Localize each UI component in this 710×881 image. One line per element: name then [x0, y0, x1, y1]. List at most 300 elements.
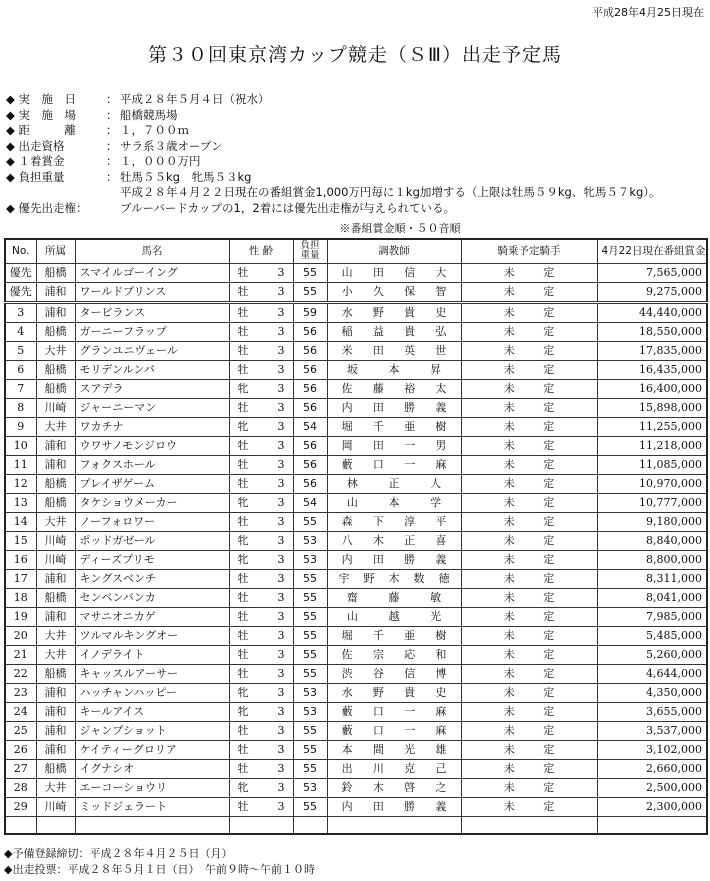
trainer-char: 藤 — [372, 381, 384, 395]
row-age: 3 — [277, 590, 285, 604]
jockey-name — [466, 551, 593, 569]
table-row — [5, 607, 707, 626]
row-horse-name: ガーニーフラップ — [75, 322, 229, 341]
row-affiliation: 船橋 — [36, 360, 75, 379]
jockey-name — [466, 475, 593, 493]
trainer-char: 野 — [363, 571, 375, 585]
row-sex: 牝 — [237, 685, 249, 699]
row-sex-age — [229, 797, 293, 816]
sex-age-pair — [234, 456, 289, 474]
row-affiliation: 川崎 — [36, 531, 75, 550]
row-age: 3 — [277, 438, 285, 452]
trainer-char: 堀 — [341, 419, 353, 433]
jockey-char: 定 — [543, 628, 555, 642]
row-weight: 56 — [293, 455, 327, 474]
jockey-char: 定 — [543, 571, 555, 585]
jockey-char: 未 — [503, 514, 515, 528]
row-age: 3 — [277, 609, 285, 623]
row-jockey — [461, 721, 597, 740]
row-no: 7 — [5, 379, 36, 398]
trainer-char: 正 — [388, 476, 400, 490]
row-no: 3 — [5, 302, 36, 322]
row-no: 優先 — [5, 263, 36, 282]
trainer-char: 木 — [372, 533, 384, 547]
jockey-char: 定 — [543, 476, 555, 490]
trainer-char: 応 — [404, 647, 416, 661]
row-affiliation: 船橋 — [36, 664, 75, 683]
row-sex: 牡 — [237, 666, 249, 680]
jockey-char: 定 — [543, 495, 555, 509]
row-prize: 9,180,000 — [597, 512, 707, 531]
sex-age-pair — [234, 532, 289, 550]
sex-age-pair — [234, 264, 289, 282]
jockey-char: 未 — [503, 780, 515, 794]
footer — [4, 846, 315, 878]
row-sex: 牡 — [237, 628, 249, 642]
row-trainer — [327, 778, 461, 797]
jockey-name — [466, 437, 593, 455]
row-sex-age — [229, 778, 293, 797]
trainer-char: 千 — [372, 419, 384, 433]
row-age: 3 — [277, 495, 285, 509]
row-no: 10 — [5, 436, 36, 455]
trainer-char: 本 — [388, 495, 400, 509]
info-value: 船橋競馬場 — [120, 107, 178, 122]
trainer-char: 正 — [404, 533, 416, 547]
row-sex: 牝 — [237, 704, 249, 718]
row-affiliation: 浦和 — [36, 302, 75, 322]
trainer-char: 義 — [435, 799, 447, 813]
row-no: 4 — [5, 322, 36, 341]
jockey-char: 定 — [543, 685, 555, 699]
trainer-char: 史 — [435, 305, 447, 319]
row-age: 3 — [277, 476, 285, 490]
row-weight: 53 — [293, 702, 327, 721]
trainer-name — [332, 304, 457, 322]
row-affiliation: 浦和 — [36, 569, 75, 588]
sex-age-pair — [234, 646, 289, 664]
table-row — [5, 683, 707, 702]
jockey-char: 定 — [543, 457, 555, 471]
row-horse-name: ワカチナ — [75, 417, 229, 436]
trainer-char: 一 — [404, 438, 416, 452]
trainer-char: 内 — [341, 799, 353, 813]
jockey-char: 未 — [503, 609, 515, 623]
row-affiliation: 浦和 — [36, 436, 75, 455]
table-row — [5, 341, 707, 360]
row-sex-age — [229, 683, 293, 702]
row-prize: 16,435,000 — [597, 360, 707, 379]
trainer-char: 義 — [435, 400, 447, 414]
row-sex: 牡 — [237, 647, 249, 661]
row-affiliation: 船橋 — [36, 588, 75, 607]
row-no: 22 — [5, 664, 36, 683]
trainer-char: 田 — [372, 552, 384, 566]
row-horse-name: イノデライト — [75, 645, 229, 664]
row-jockey — [461, 436, 597, 455]
sex-age-pair — [234, 570, 289, 588]
row-horse-name: キールアイス — [75, 702, 229, 721]
row-jockey — [461, 607, 597, 626]
trainer-char: 平 — [435, 514, 447, 528]
row-jockey — [461, 455, 597, 474]
jockey-name — [466, 418, 593, 436]
table-header — [5, 239, 707, 263]
trainer-char: 坂 — [346, 362, 358, 376]
trainer-char: 内 — [341, 552, 353, 566]
trainer-name — [332, 437, 457, 455]
trainer-name — [332, 264, 457, 282]
row-no: 26 — [5, 740, 36, 759]
sex-age-pair — [234, 513, 289, 531]
row-jockey — [461, 778, 597, 797]
sex-age-pair — [234, 551, 289, 569]
row-prize: 9,275,000 — [597, 282, 707, 302]
row-jockey — [461, 282, 597, 302]
jockey-char: 未 — [503, 628, 515, 642]
row-horse-name: スマイルゴーイング — [75, 263, 229, 282]
row-no: 15 — [5, 531, 36, 550]
info-label: ◆ 実 施 場 — [6, 107, 76, 122]
col-weight-top: 負担 — [300, 240, 320, 252]
row-sex-age — [229, 379, 293, 398]
table-row — [5, 740, 707, 759]
row-no: 14 — [5, 512, 36, 531]
jockey-name — [466, 627, 593, 645]
row-prize: 11,085,000 — [597, 455, 707, 474]
row-trainer — [327, 474, 461, 493]
jockey-char: 未 — [503, 324, 515, 338]
row-sex: 牡 — [237, 723, 249, 737]
row-sex-age — [229, 759, 293, 778]
trainer-char: 数 — [413, 571, 425, 585]
row-sex-age — [229, 645, 293, 664]
trainer-char: 保 — [404, 284, 416, 298]
table-row — [5, 263, 707, 282]
footer-registration-deadline: ◆予備登録締切：平成２８年４月２５日（月） — [4, 847, 233, 860]
jockey-name — [466, 323, 593, 341]
row-age: 3 — [277, 742, 285, 756]
jockey-char: 定 — [543, 742, 555, 756]
row-affiliation: 浦和 — [36, 455, 75, 474]
row-age: 3 — [277, 799, 285, 813]
jockey-char: 定 — [543, 284, 555, 298]
trainer-char: 義 — [435, 552, 447, 566]
row-weight: 55 — [293, 588, 327, 607]
row-horse-name: ハッチャンハッピー — [75, 683, 229, 702]
trainer-char: 下 — [372, 514, 384, 528]
row-weight: 53 — [293, 531, 327, 550]
priority-value: ブルーバードカップの1，2着には優先出走権が与えられている。 — [120, 200, 456, 215]
trainer-char: 野 — [372, 305, 384, 319]
row-sex-age — [229, 263, 293, 282]
row-sex: 牡 — [237, 457, 249, 471]
jockey-char: 定 — [543, 419, 555, 433]
trainer-name — [332, 551, 457, 569]
table-row — [5, 702, 707, 721]
row-jockey — [461, 379, 597, 398]
row-weight: 53 — [293, 778, 327, 797]
jockey-char: 未 — [503, 419, 515, 433]
jockey-name — [466, 342, 593, 360]
trainer-char: 水 — [341, 305, 353, 319]
trainer-char: 淳 — [404, 514, 416, 528]
table-row — [5, 398, 707, 417]
trainer-char: 麻 — [435, 704, 447, 718]
row-affiliation: 川崎 — [36, 398, 75, 417]
jockey-name — [466, 283, 593, 301]
priority-label: ◆ 優先出走権： — [6, 200, 88, 215]
row-age: 3 — [277, 343, 285, 357]
table-row — [5, 778, 707, 797]
row-sex: 牡 — [237, 305, 249, 319]
row-horse-name: イグナシオ — [75, 759, 229, 778]
row-jockey — [461, 550, 597, 569]
trainer-char: 和 — [435, 647, 447, 661]
row-trainer — [327, 360, 461, 379]
jockey-char: 未 — [503, 381, 515, 395]
jockey-name — [466, 665, 593, 683]
trainer-char: 田 — [372, 799, 384, 813]
row-sex: 牡 — [237, 284, 249, 298]
row-age: 3 — [277, 723, 285, 737]
table-row — [5, 759, 707, 778]
sex-age-pair — [234, 437, 289, 455]
trainer-char: 喜 — [435, 533, 447, 547]
row-weight: 55 — [293, 607, 327, 626]
row-affiliation: 船橋 — [36, 322, 75, 341]
trainer-char: 樹 — [435, 419, 447, 433]
row-no: 優先 — [5, 282, 36, 302]
col-weight-bottom: 重量 — [300, 250, 320, 262]
row-prize: 5,485,000 — [597, 626, 707, 645]
jockey-char: 定 — [543, 799, 555, 813]
page-title: 第３０回東京湾カップ競走（ＳⅢ）出走予定馬 — [148, 44, 562, 66]
trainer-char: 田 — [372, 438, 384, 452]
trainer-char: 木 — [388, 571, 400, 585]
trainer-char: 大 — [435, 265, 447, 279]
trainer-char: 田 — [372, 265, 384, 279]
row-sex: 牡 — [237, 265, 249, 279]
trainer-name — [332, 760, 457, 778]
jockey-name — [466, 456, 593, 474]
jockey-name — [466, 760, 593, 778]
sex-age-pair — [234, 589, 289, 607]
sex-age-pair — [234, 722, 289, 740]
trainer-char: 一 — [404, 457, 416, 471]
row-sex-age — [229, 322, 293, 341]
row-sex-age — [229, 398, 293, 417]
row-weight: 56 — [293, 341, 327, 360]
trainer-char: 勝 — [404, 400, 416, 414]
row-jockey — [461, 531, 597, 550]
row-no: 23 — [5, 683, 36, 702]
row-age: 3 — [277, 265, 285, 279]
table-row — [5, 493, 707, 512]
row-sex-age — [229, 607, 293, 626]
jockey-name — [466, 646, 593, 664]
row-sex: 牝 — [237, 381, 249, 395]
trainer-char: 一 — [404, 723, 416, 737]
row-sex: 牡 — [237, 609, 249, 623]
row-sex-age — [229, 740, 293, 759]
trainer-char: 佐 — [341, 647, 353, 661]
trainer-name — [332, 418, 457, 436]
row-affiliation: 大井 — [36, 778, 75, 797]
race-info — [6, 92, 706, 216]
table-row — [5, 322, 707, 341]
row-trainer — [327, 322, 461, 341]
row-age: 3 — [277, 284, 285, 298]
trainer-char: 己 — [435, 761, 447, 775]
trainer-char: 木 — [372, 780, 384, 794]
row-jockey — [461, 398, 597, 417]
row-sex-age — [229, 721, 293, 740]
col-no: No. — [5, 239, 36, 263]
row-prize: 17,835,000 — [597, 341, 707, 360]
trainer-char: 口 — [372, 457, 384, 471]
jockey-char: 定 — [543, 704, 555, 718]
trainer-char: 貴 — [404, 685, 416, 699]
info-label: ◆ 出走資格 — [6, 138, 65, 153]
trainer-char: 裕 — [404, 381, 416, 395]
trainer-char: 一 — [404, 704, 416, 718]
trainer-char: 昇 — [430, 362, 442, 376]
row-trainer — [327, 531, 461, 550]
row-affiliation: 船橋 — [36, 493, 75, 512]
table-row — [5, 588, 707, 607]
trainer-char: 宗 — [372, 647, 384, 661]
jockey-char: 未 — [503, 647, 515, 661]
info-row — [6, 123, 706, 139]
row-horse-name: ディーズプリモ — [75, 550, 229, 569]
table-row — [5, 721, 707, 740]
trainer-char: 益 — [372, 324, 384, 338]
jockey-char: 未 — [503, 799, 515, 813]
row-horse-name: ジャーニーマン — [75, 398, 229, 417]
trainer-char: 田 — [372, 400, 384, 414]
table-row — [5, 569, 707, 588]
trainer-char: 光 — [404, 742, 416, 756]
jockey-char: 定 — [543, 609, 555, 623]
row-trainer — [327, 645, 461, 664]
trainer-char: 博 — [435, 666, 447, 680]
row-horse-name: スアデラ — [75, 379, 229, 398]
row-weight: 55 — [293, 512, 327, 531]
row-age: 3 — [277, 362, 285, 376]
row-affiliation: 川崎 — [36, 797, 75, 816]
row-horse-name: ケイティーグロリア — [75, 740, 229, 759]
sex-age-pair — [234, 627, 289, 645]
row-prize: 2,500,000 — [597, 778, 707, 797]
row-weight: 55 — [293, 759, 327, 778]
row-horse-name: ノーフォロワー — [75, 512, 229, 531]
trainer-char: 史 — [435, 685, 447, 699]
col-trainer: 調教師 — [327, 239, 461, 263]
row-prize: 16,400,000 — [597, 379, 707, 398]
jockey-char: 未 — [503, 284, 515, 298]
trainer-char: 口 — [372, 723, 384, 737]
row-sex-age — [229, 531, 293, 550]
row-weight: 55 — [293, 721, 327, 740]
jockey-char: 未 — [503, 438, 515, 452]
row-prize: 2,300,000 — [597, 797, 707, 816]
row-age: 3 — [277, 305, 285, 319]
jockey-name — [466, 494, 593, 512]
table-row — [5, 626, 707, 645]
row-horse-name: エーコーショウリ — [75, 778, 229, 797]
row-sex: 牡 — [237, 438, 249, 452]
trainer-name — [332, 798, 457, 816]
trainer-char: 男 — [435, 438, 447, 452]
row-sex: 牝 — [237, 533, 249, 547]
row-no: 11 — [5, 455, 36, 474]
footer-entry-vote: ◆出走投票：平成２８年５月１日（日） 午前９時～午前１０時 — [4, 863, 315, 876]
trainer-char: 口 — [372, 704, 384, 718]
table-row — [5, 302, 707, 322]
jockey-char: 定 — [543, 514, 555, 528]
row-weight: 55 — [293, 645, 327, 664]
trainer-char: 藪 — [341, 704, 353, 718]
jockey-char: 定 — [543, 343, 555, 357]
col-jockey: 騎乗予定騎手 — [461, 239, 597, 263]
trainer-char: 本 — [341, 742, 353, 756]
info-label: ◆ １着賞金 — [6, 154, 65, 168]
row-jockey — [461, 588, 597, 607]
trainer-char: 啓 — [404, 780, 416, 794]
row-horse-name: ワールドプリンス — [75, 282, 229, 302]
row-age: 3 — [277, 666, 285, 680]
row-age: 3 — [277, 647, 285, 661]
sex-age-pair — [234, 741, 289, 759]
row-horse-name: キャッスルアーサー — [75, 664, 229, 683]
row-sex: 牝 — [237, 419, 249, 433]
row-sex-age — [229, 455, 293, 474]
row-affiliation: 浦和 — [36, 683, 75, 702]
trainer-name — [332, 608, 457, 626]
table-row — [5, 474, 707, 493]
trainer-char: 徳 — [438, 571, 450, 585]
trainer-char: 齋 — [346, 590, 358, 604]
row-jockey — [461, 474, 597, 493]
row-horse-name: ウワサノモンジロウ — [75, 436, 229, 455]
row-no: 12 — [5, 474, 36, 493]
table-row — [5, 797, 707, 816]
row-weight: 55 — [293, 282, 327, 302]
row-jockey — [461, 512, 597, 531]
row-weight: 55 — [293, 263, 327, 282]
empty-cell — [461, 816, 597, 834]
empty-cell — [293, 816, 327, 834]
row-sex: 牝 — [237, 552, 249, 566]
row-sex: 牝 — [237, 780, 249, 794]
row-age: 3 — [277, 761, 285, 775]
jockey-char: 定 — [543, 590, 555, 604]
row-weight: 56 — [293, 436, 327, 455]
row-trainer — [327, 302, 461, 322]
row-prize: 10,970,000 — [597, 474, 707, 493]
info-label: ◆ 距 離 — [6, 123, 76, 137]
row-prize: 4,350,000 — [597, 683, 707, 702]
trainer-char: 稲 — [341, 324, 353, 338]
trainer-char: 克 — [404, 761, 416, 775]
row-prize: 8,840,000 — [597, 531, 707, 550]
row-affiliation: 大井 — [36, 417, 75, 436]
row-weight: 56 — [293, 360, 327, 379]
row-jockey — [461, 702, 597, 721]
jockey-name — [466, 779, 593, 797]
row-horse-name: ミッドジェラート — [75, 797, 229, 816]
